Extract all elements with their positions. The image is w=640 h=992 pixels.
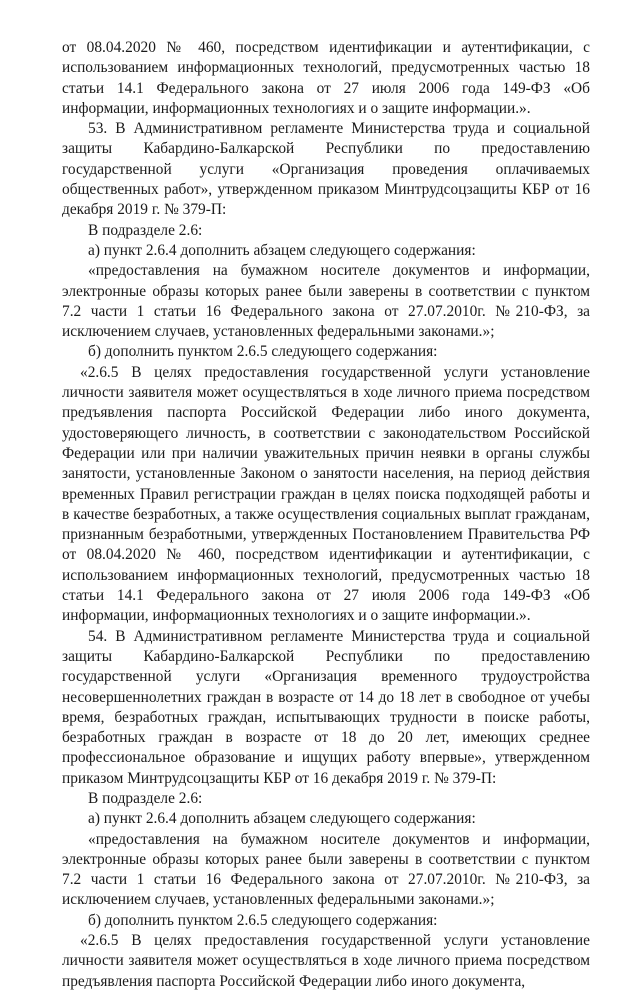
paragraph-quote-b: «2.6.5 В целях предоставления государственной услуги установление личности заявителя может осуществляться в ходе личного приема посредством предъявления паспорта Российской Федерации либо иного документа, удостоверяющего личность, в соответствии с законодательством Российской Федерации или при наличии уважительных причин неявки в органы службы занятости, установленные Законом о занятости населения, на период действия временных Правил регистрации граждан в целях поиска подходящей работы и в качестве безработных, а также осуществления социальных выплат гражданам, признанным безработными, утвержденных Постановлением Правительства РФ от 08.04.2020 № 460, посредством идентификации и аутентификации, с использованием информационных технологий, предусмотренных частью 18 статьи 14.1 Федерального закона от 27 июля 2006 года 149-ФЗ «Об информации, информационных технологиях и о защите информации.».	[62, 363, 590, 625]
paragraph-1: от 08.04.2020 № 460, посредством идентификации и аутентификации, с использованием информационных технологий, предусмотренных частью 18 статьи 14.1 Федерального закона от 27 июля 2006 года 149-ФЗ «Об информации, информационных технологиях и о защите информации.».	[62, 39, 590, 117]
paragraph-quote-a-2: «предоставления на бумажном носителе документов и информации, электронные образы которых ранее были заверены в соответствии с пунктом 7.2 части 1 статьи 16 Федерального закона от 27.07.2010г. №210-ФЗ, за исключением случаев, установленных федеральными законами.»;	[62, 830, 590, 909]
paragraph-item-a: а) пункт 2.6.4 дополнить абзацем следующего содержания:	[88, 241, 476, 259]
paragraph-54-intro: 54. В Административном регламенте Министерства труда и социальной защиты Кабардино-Балкарской Республики по предоставлению государственной услуги «Организация временного трудоустройства несовершеннолетних граждан в возрасте от 14 до 18 лет в свободное от учебы время, безработных граждан, испытывающих трудности в поиске работы, безработных граждан в возрасте от 18 до 20 лет, имеющих среднее профессиональное образование и ищущих работу впервые», утвержденном приказом Минтрудсоцзащиты КБР от 16 декабря 2019 г. № 379-П:	[62, 627, 590, 787]
paragraph-53-intro: 53. В Административном регламенте Министерства труда и социальной защиты Кабардино-Балкарской Республики по предоставлению государственной услуги «Организация проведения оплачиваемых общественных работ», утвержденном приказом Минтрудсоцзащиты КБР от 16 декабря 2019 г. № 379-П:	[62, 120, 590, 219]
paragraph-subsection-heading: В подразделе 2.6:	[88, 221, 203, 239]
paragraph-item-b: б) дополнить пунктом 2.6.5 следующего содержания:	[88, 343, 438, 361]
paragraph-quote-a: «предоставления на бумажном носителе документов и информации, электронные образы которых ранее были заверены в соответствии с пунктом 7.2 части 1 статьи 16 Федерального закона от 27.07.2010г. №210-ФЗ, за исключением случаев, установленных федеральными законами.»;	[62, 262, 590, 341]
paragraph-quote-b-2: «2.6.5 В целях предоставления государственной услуги установление личности заявителя может осуществляться в ходе личного приема посредством предъявления паспорта Российской Федерации либо иного документа,	[62, 932, 590, 990]
paragraph-subsection-heading-2: В подразделе 2.6:	[88, 789, 203, 807]
paragraph-item-a-2: а) пункт 2.6.4 дополнить абзацем следующего содержания:	[88, 810, 476, 828]
paragraph-item-b-2: б) дополнить пунктом 2.6.5 следующего содержания:	[88, 911, 438, 929]
